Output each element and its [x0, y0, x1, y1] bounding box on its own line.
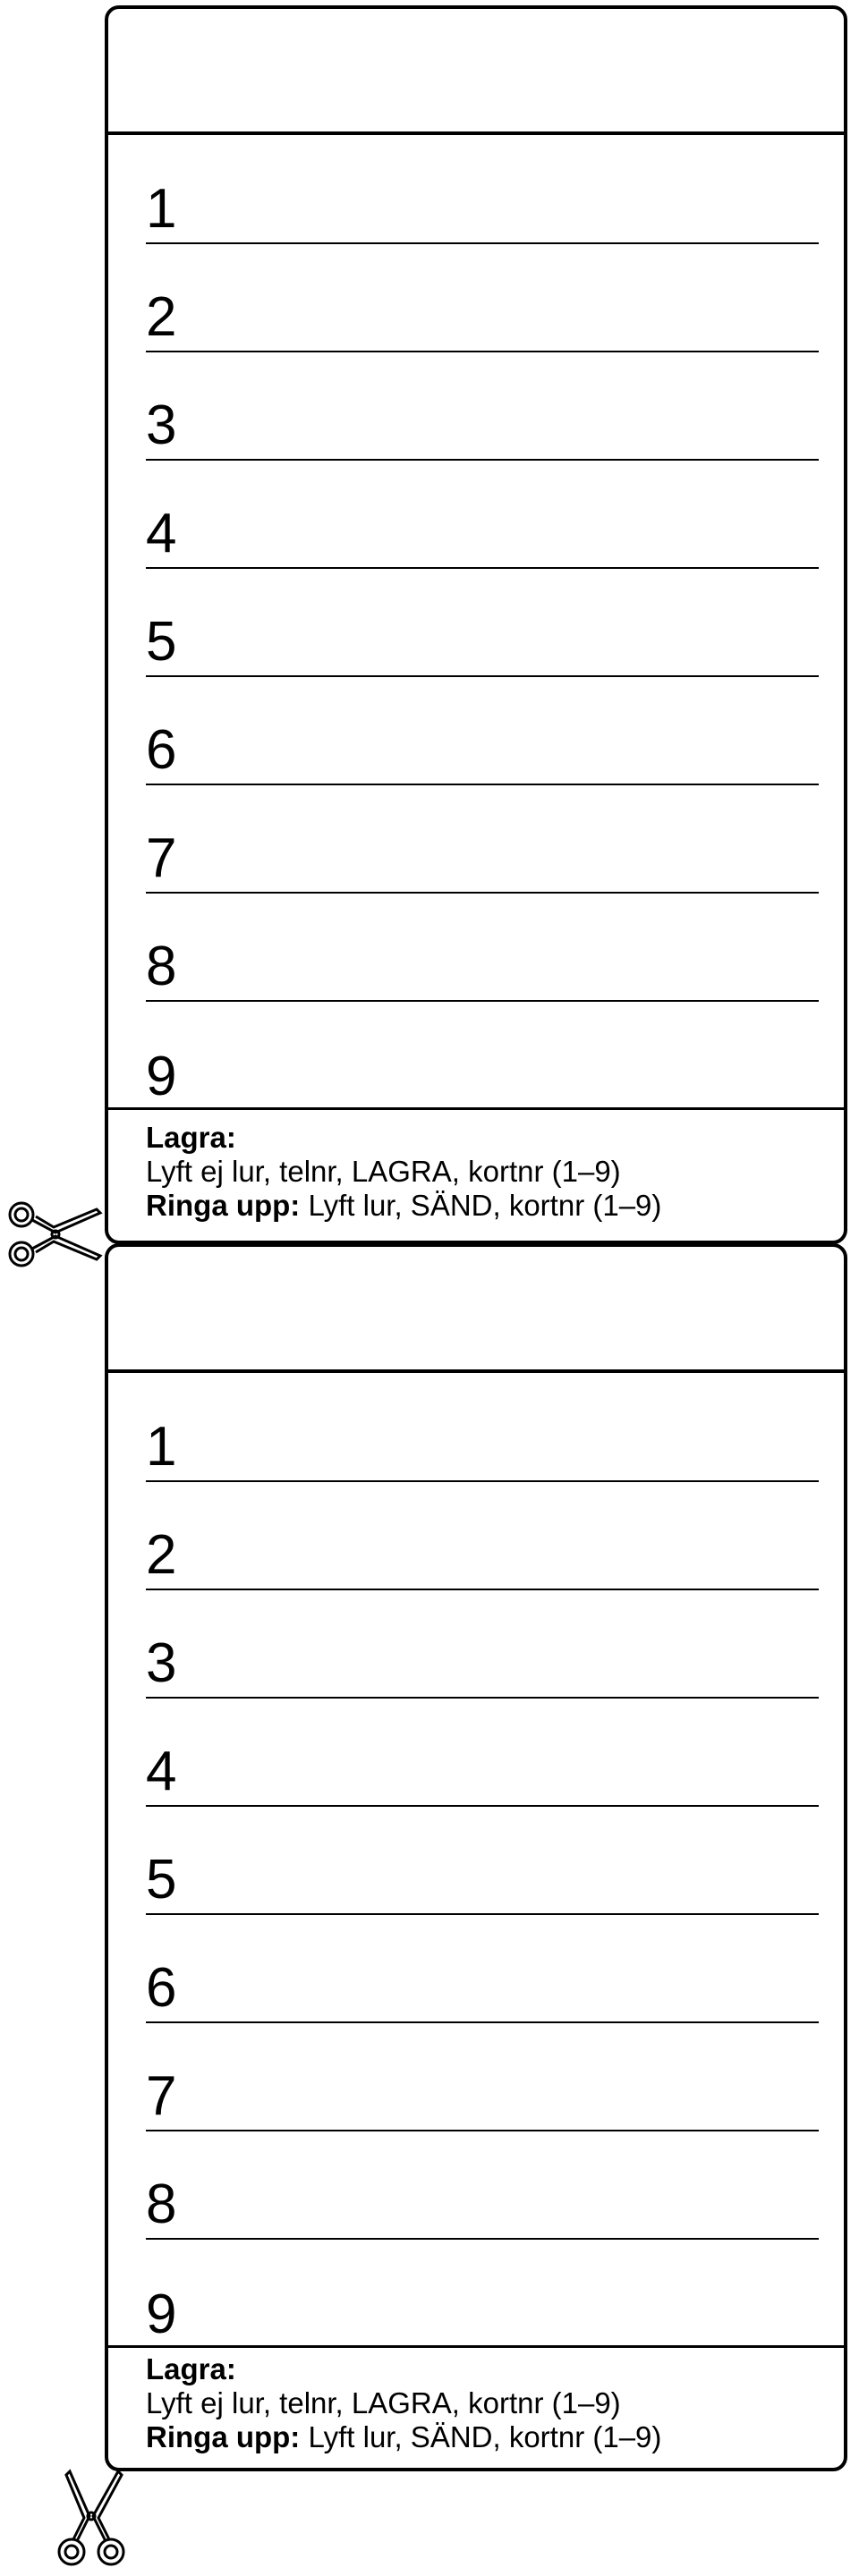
scissors-icon: [4, 1197, 104, 1272]
card-1-entry-7: [146, 785, 819, 894]
entry-number: 6: [146, 719, 177, 781]
card-2-entry-5: [146, 1807, 819, 1915]
store-text: Lyft ej lur, telnr, LAGRA, kortnr (1–9): [146, 2386, 621, 2419]
card-2-instructions: [146, 2352, 826, 2454]
card-1-entry-2: [146, 244, 819, 352]
card-1-entry-4: [146, 461, 819, 569]
entry-number: 3: [146, 1632, 177, 1694]
entry-number: 2: [146, 1524, 177, 1586]
entry-number: 9: [146, 2284, 177, 2345]
entry-number: 2: [146, 286, 177, 348]
speed-dial-card-1: [105, 5, 847, 1244]
card-1-entry-3: [146, 352, 819, 461]
entry-number: 1: [146, 178, 177, 240]
scissors-icon: [52, 2466, 132, 2569]
card-1-instructions-divider: [108, 1107, 844, 1110]
speed-dial-card-2: [105, 1243, 847, 2471]
entry-number: 1: [146, 1416, 177, 1478]
card-2-instructions-divider: [108, 2345, 844, 2348]
entry-number: 9: [146, 1046, 177, 1107]
store-label: Lagra:: [146, 1121, 236, 1154]
card-2-entry-3: [146, 1590, 819, 1699]
entry-number: 8: [146, 936, 177, 997]
card-1-entry-5: [146, 569, 819, 677]
card-2-header-box: [108, 1247, 844, 1373]
card-1-entry-9: [146, 1002, 819, 1110]
card-1-instructions: [146, 1121, 826, 1223]
card-1-entry-1: [146, 136, 819, 244]
store-label: Lagra:: [146, 2352, 236, 2385]
dial-label: Ringa upp:: [146, 2420, 301, 2453]
entry-number: 5: [146, 1849, 177, 1911]
card-2-entry-6: [146, 1915, 819, 2023]
dial-text: Lyft lur, SÄND, kortnr (1–9): [308, 2420, 662, 2453]
card-2-entry-4: [146, 1699, 819, 1807]
card-2-entry-9: [146, 2240, 819, 2348]
card-1-entry-8: [146, 894, 819, 1002]
card-1-header-box: [108, 9, 844, 135]
card-2-entry-2: [146, 1482, 819, 1590]
card-2-entry-8: [146, 2131, 819, 2240]
entry-number: 4: [146, 1741, 177, 1802]
entry-number: 7: [146, 827, 177, 889]
card-2-entry-7: [146, 2023, 819, 2131]
entry-number: 4: [146, 503, 177, 564]
entry-number: 8: [146, 2174, 177, 2235]
entry-number: 6: [146, 1957, 177, 2019]
card-2-entry-1: [146, 1374, 819, 1482]
dial-text: Lyft lur, SÄND, kortnr (1–9): [308, 1189, 662, 1222]
entry-number: 5: [146, 611, 177, 673]
dial-label: Ringa upp:: [146, 1189, 301, 1222]
entry-number: 3: [146, 394, 177, 456]
store-text: Lyft ej lur, telnr, LAGRA, kortnr (1–9): [146, 1155, 621, 1188]
card-1-entry-6: [146, 677, 819, 785]
entry-number: 7: [146, 2065, 177, 2127]
